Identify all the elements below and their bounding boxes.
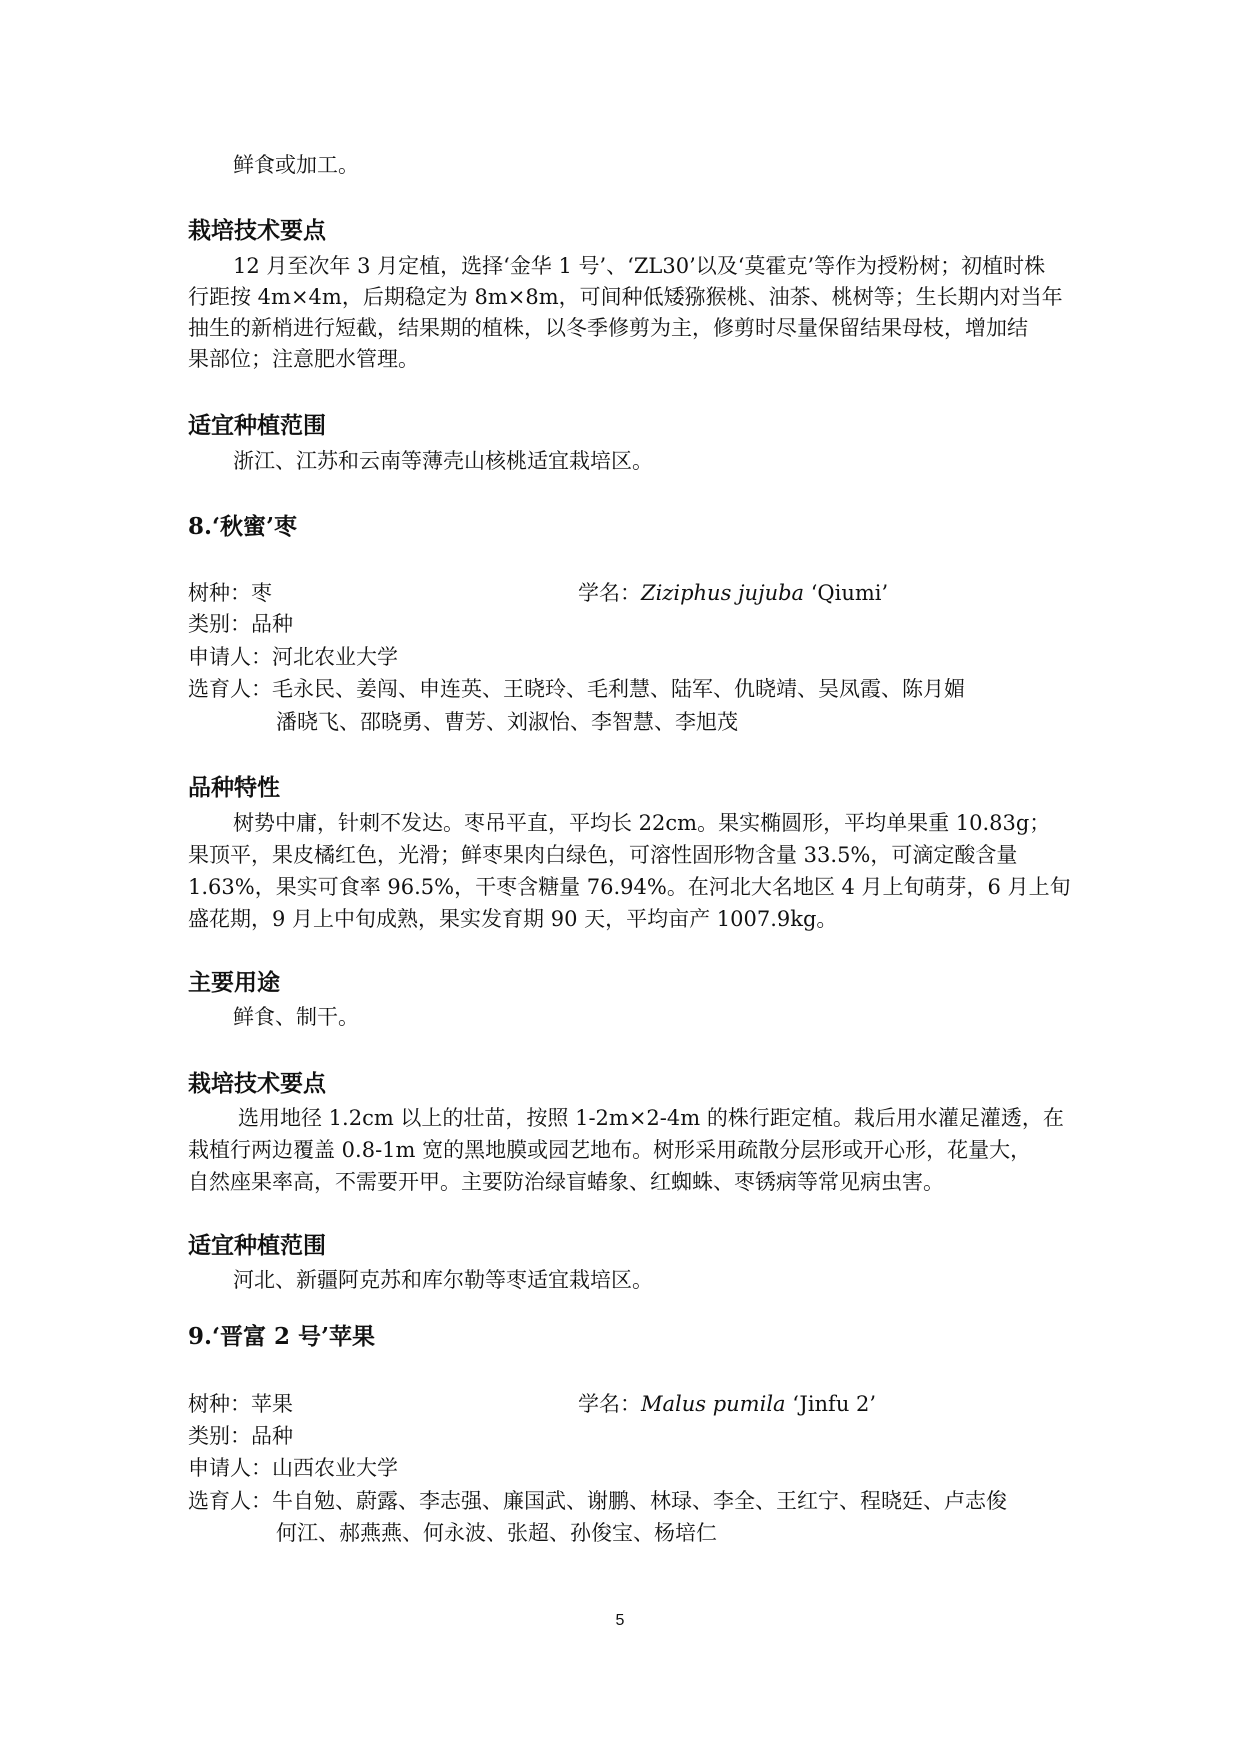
s8-traits-line: 果顶平，果皮橘红色，光滑；鲜枣果肉白绿色，可溶性固形物含量 33.5%，可滴定酸含量 bbox=[188, 843, 1018, 867]
s8-category-row bbox=[188, 609, 293, 639]
s8-range-text: 河北、新疆阿克苏和库尔勒等枣适宜栽培区。 bbox=[233, 1268, 653, 1292]
s9-category-label: 类别： bbox=[188, 1424, 251, 1448]
s9-applicant-row bbox=[188, 1453, 398, 1483]
s8-traits-heading: 品种特性 bbox=[188, 775, 280, 801]
s9-scientific-name bbox=[578, 1389, 876, 1419]
s7-cultivation-line: 抽生的新梢进行短截，结果期的植株，以冬季修剪为主，修剪时尽量保留结果母枝，增加结 bbox=[188, 316, 1028, 340]
s8-applicant-label: 申请人： bbox=[188, 645, 272, 669]
s8-range-heading: 适宜种植范围 bbox=[188, 1233, 326, 1259]
s8-sci-genus: Ziziphus jujuba bbox=[641, 581, 805, 605]
s9-species-row bbox=[188, 1389, 293, 1419]
page-number: 5 bbox=[615, 1612, 625, 1629]
s8-cultivation-line: 栽植行两边覆盖 0.8-1m 宽的黑地膜或园艺地布。树形采用疏散分层形或开心形，花量大， bbox=[188, 1138, 1032, 1162]
s7-cultivation-line: 果部位；注意肥水管理。 bbox=[188, 347, 419, 371]
s8-scientific-name bbox=[578, 578, 888, 608]
s8-cultivation-line: 选用地径 1.2cm 以上的壮苗，按照 1-2m×2-4m 的株行距定植。栽后用水灌足灌透，在 bbox=[238, 1106, 1064, 1130]
s9-species: 苹果 bbox=[251, 1392, 293, 1416]
s8-breeders-label: 选育人： bbox=[188, 677, 272, 701]
s7-range-text: 浙江、江苏和云南等薄壳山核桃适宜栽培区。 bbox=[233, 449, 653, 473]
s8-category-label: 类别： bbox=[188, 612, 251, 636]
s8-title: 8.‘秋蜜’枣 bbox=[188, 513, 298, 540]
s9-breeders-line1: 牛自勉、蔚露、李志强、廉国武、谢鹏、林琭、李全、王红宁、程晓廷、卢志俊 bbox=[272, 1489, 1007, 1513]
s8-breeders-line2: 潘晓飞、邵晓勇、曹芳、刘淑怡、李智慧、李旭茂 bbox=[276, 710, 738, 734]
s9-breeders-line2: 何江、郝燕燕、何永波、张超、孙俊宝、杨培仁 bbox=[276, 1521, 717, 1545]
s8-use-heading: 主要用途 bbox=[188, 970, 280, 996]
s8-applicant-row bbox=[188, 642, 398, 672]
s8-traits-line: 1.63%，果实可食率 96.5%，干枣含糖量 76.94%。在河北大名地区 4 月上旬萌芽，6 月上旬 bbox=[188, 875, 1071, 899]
s8-sci-cultivar: ‘Qiumi’ bbox=[804, 581, 889, 605]
s9-category: 品种 bbox=[251, 1424, 293, 1448]
s7-range-heading: 适宜种植范围 bbox=[188, 413, 326, 439]
s9-sci-cultivar: ‘Jinfu 2’ bbox=[785, 1392, 877, 1416]
s9-applicant-label: 申请人： bbox=[188, 1456, 272, 1480]
s9-sci-label: 学名： bbox=[578, 1392, 641, 1416]
s8-use-text: 鲜食、制干。 bbox=[233, 1005, 359, 1029]
s7-cultivation-line: 行距按 4m×4m，后期稳定为 8m×8m，可间种低矮猕猴桃、油茶、桃树等；生长期内对当年 bbox=[188, 285, 1063, 309]
s8-species-row bbox=[188, 578, 272, 608]
s8-cultivation-line: 自然座果率高，不需要开甲。主要防治绿盲蝽象、红蜘蛛、枣锈病等常见病虫害。 bbox=[188, 1170, 944, 1194]
s9-breeders-label: 选育人： bbox=[188, 1489, 272, 1513]
s8-category: 品种 bbox=[251, 612, 293, 636]
s9-breeders-row bbox=[188, 1486, 1007, 1516]
s8-traits-line: 盛花期，9 月上中旬成熟，果实发育期 90 天，平均亩产 1007.9kg。 bbox=[188, 907, 838, 931]
s8-traits-line: 树势中庸，针刺不发达。枣吊平直，平均长 22cm。果实椭圆形，平均单果重 10.83g； bbox=[233, 811, 1051, 835]
s8-cultivation-heading: 栽培技术要点 bbox=[188, 1071, 326, 1097]
s8-applicant: 河北农业大学 bbox=[272, 645, 398, 669]
s9-sci-genus: Malus pumila bbox=[641, 1392, 786, 1416]
s9-applicant: 山西农业大学 bbox=[272, 1456, 398, 1480]
s8-sci-label: 学名： bbox=[578, 581, 641, 605]
s9-title: 9.‘晋富 2 号’苹果 bbox=[188, 1323, 376, 1350]
s7-cultivation-heading: 栽培技术要点 bbox=[188, 218, 326, 244]
s9-species-label: 树种： bbox=[188, 1392, 251, 1416]
s9-category-row bbox=[188, 1421, 293, 1451]
s7-cultivation-line: 12 月至次年 3 月定植，选择‘金华 1 号’、‘ZL30’以及‘莫霍克’等作为授粉树；初植时株 bbox=[233, 254, 1046, 278]
s8-species-label: 树种： bbox=[188, 581, 251, 605]
s8-species: 枣 bbox=[251, 581, 272, 605]
s8-breeders-row bbox=[188, 674, 965, 704]
continued-text: 鲜食或加工。 bbox=[233, 153, 359, 177]
s8-breeders-line1: 毛永民、姜闯、申连英、王晓玲、毛利慧、陆军、仇晓靖、吴凤霞、陈月媚 bbox=[272, 677, 965, 701]
